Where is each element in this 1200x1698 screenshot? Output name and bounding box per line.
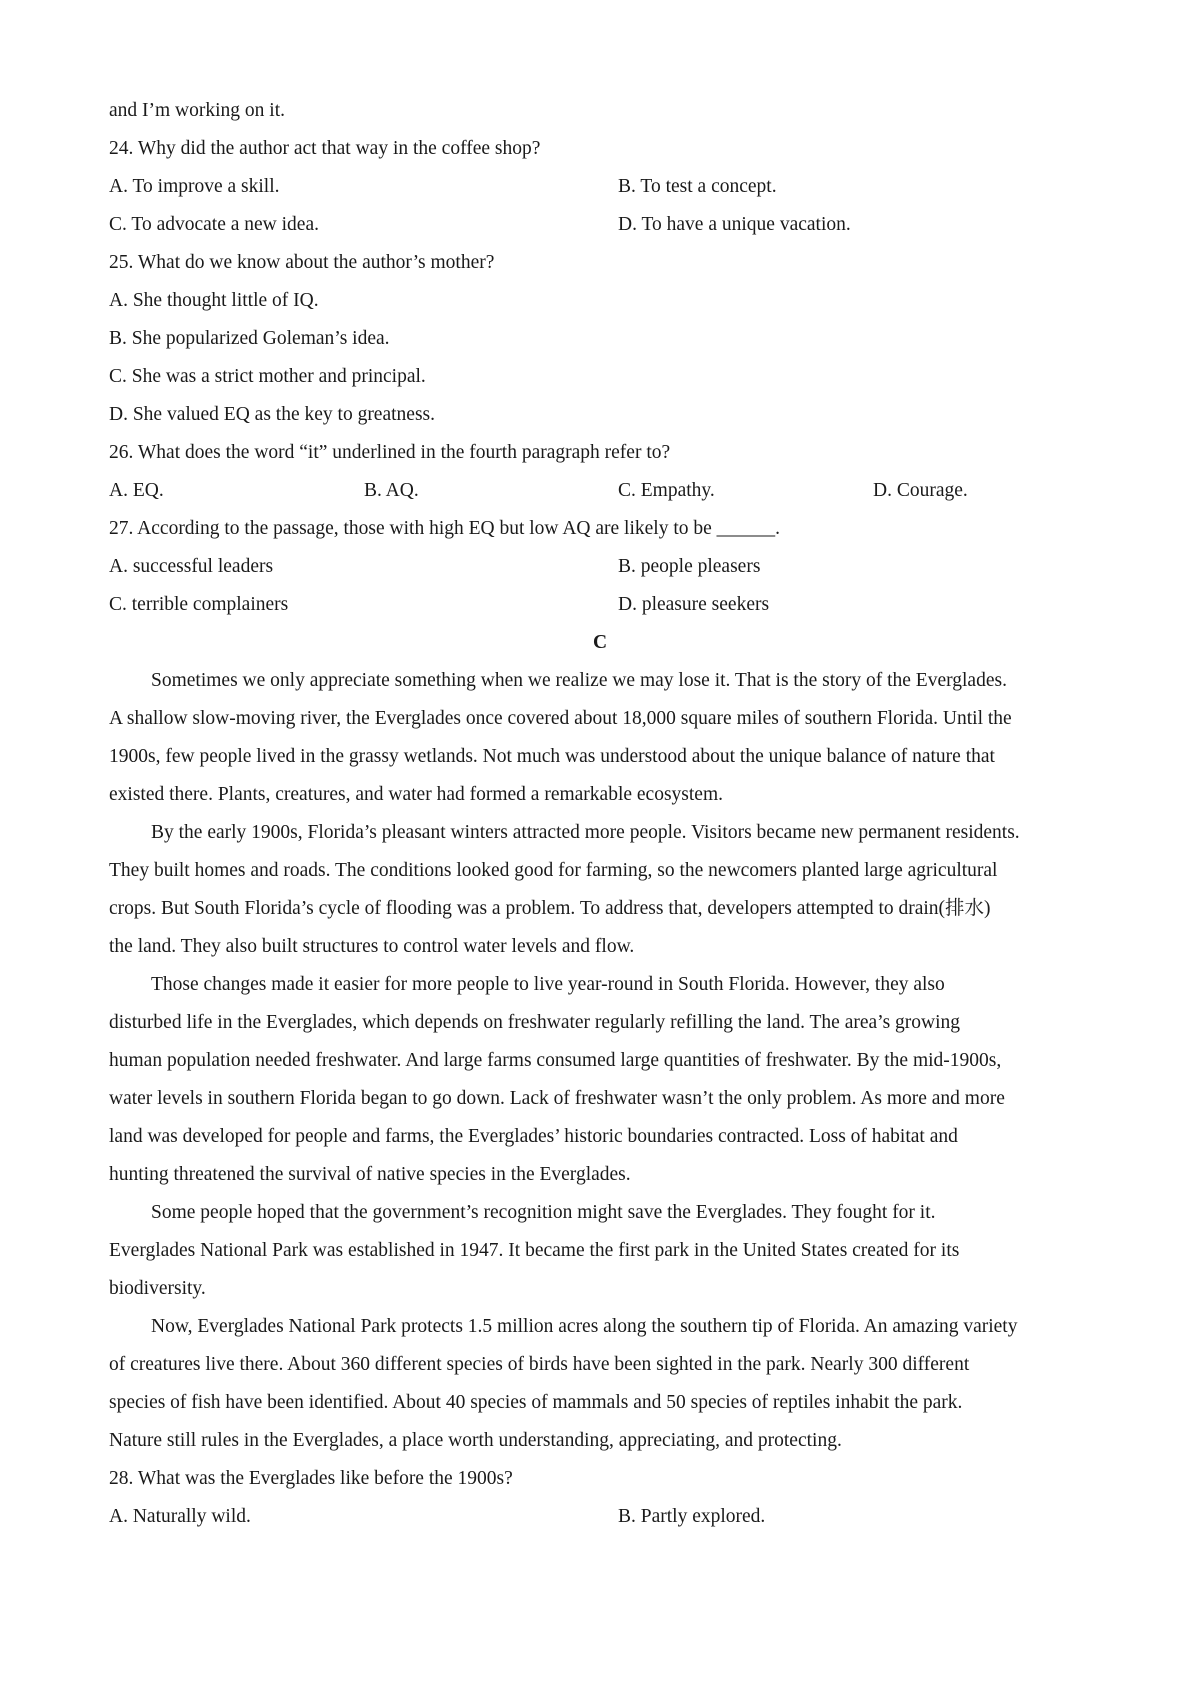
- passage-line: 1900s, few people lived in the grassy wetlands. Not much was understood about the unique balance of nature that: [109, 746, 995, 767]
- q24-option-b: B. To test a concept.: [618, 176, 777, 197]
- passage-line: biodiversity.: [109, 1278, 206, 1299]
- passage-line: human population needed freshwater. And large farms consumed large quantities of freshwater. By the mid-1900s,: [109, 1050, 1002, 1071]
- q26-option-d: D. Courage.: [873, 480, 968, 501]
- question-28-stem: 28. What was the Everglades like before the 1900s?: [109, 1468, 513, 1489]
- passage-line: land was developed for people and farms, the Everglades’ historic boundaries contracted. Loss of habitat and: [109, 1126, 958, 1147]
- passage-line: Some people hoped that the government’s recognition might save the Everglades. They fought for it.: [151, 1202, 936, 1223]
- passage-line: of creatures live there. About 360 different species of birds have been sighted in the park. Nearly 300 different: [109, 1354, 970, 1375]
- passage-line: crops. But South Florida’s cycle of flooding was a problem. To address that, developers attempted to drain(排水): [109, 898, 991, 919]
- question-26-stem: 26. What does the word “it” underlined in the fourth paragraph refer to?: [109, 442, 671, 463]
- q24-option-d: D. To have a unique vacation.: [618, 214, 851, 235]
- q27-option-d: D. pleasure seekers: [618, 594, 770, 615]
- q28-option-a: A. Naturally wild.: [109, 1506, 251, 1527]
- q28-option-b: B. Partly explored.: [618, 1506, 766, 1527]
- q27-option-a: A. successful leaders: [109, 556, 274, 577]
- question-25-stem: 25. What do we know about the author’s mother?: [109, 252, 495, 273]
- q26-option-b: B. AQ.: [364, 480, 419, 501]
- q24-option-c: C. To advocate a new idea.: [109, 214, 319, 235]
- passage-line: Now, Everglades National Park protects 1.5 million acres along the southern tip of Florida. An amazing variety: [151, 1316, 1018, 1337]
- passage-line: Sometimes we only appreciate something when we realize we may lose it. That is the story of the Everglades.: [151, 670, 1007, 691]
- q25-option-d: D. She valued EQ as the key to greatness.: [109, 404, 435, 425]
- passage-line: species of fish have been identified. About 40 species of mammals and 50 species of reptiles inhabit the park.: [109, 1392, 963, 1413]
- passage-line: disturbed life in the Everglades, which depends on freshwater regularly refilling the land. The area’s growing: [109, 1012, 961, 1033]
- passage-line: Nature still rules in the Everglades, a place worth understanding, appreciating, and protecting.: [109, 1430, 842, 1451]
- q27-option-c: C. terrible complainers: [109, 594, 289, 615]
- passage-line: Those changes made it easier for more people to live year-round in South Florida. However, they also: [151, 974, 945, 995]
- q24-option-a: A. To improve a skill.: [109, 176, 280, 197]
- passage-line: Everglades National Park was established in 1947. It became the first park in the United States created for its: [109, 1240, 960, 1261]
- question-27-stem: 27. According to the passage, those with high EQ but low AQ are likely to be ______.: [109, 518, 781, 539]
- section-heading: C: [592, 632, 608, 653]
- passage-line: hunting threatened the survival of native species in the Everglades.: [109, 1164, 631, 1185]
- q25-option-b: B. She popularized Goleman’s idea.: [109, 328, 390, 349]
- continuation-line: and I’m working on it.: [109, 100, 286, 121]
- q25-option-a: A. She thought little of IQ.: [109, 290, 319, 311]
- passage-line: existed there. Plants, creatures, and water had formed a remarkable ecosystem.: [109, 784, 723, 805]
- passage-line: the land. They also built structures to control water levels and flow.: [109, 936, 635, 957]
- q26-option-c: C. Empathy.: [618, 480, 715, 501]
- q25-option-c: C. She was a strict mother and principal.: [109, 366, 426, 387]
- passage-line: They built homes and roads. The conditions looked good for farming, so the newcomers planted large agricultural: [109, 860, 998, 881]
- question-24-stem: 24. Why did the author act that way in the coffee shop?: [109, 138, 541, 159]
- passage-line: water levels in southern Florida began to go down. Lack of freshwater wasn’t the only problem. As more and more: [109, 1088, 1005, 1109]
- q27-option-b: B. people pleasers: [618, 556, 761, 577]
- passage-line: By the early 1900s, Florida’s pleasant winters attracted more people. Visitors became new permanent residents.: [151, 822, 1020, 843]
- passage-line: A shallow slow-moving river, the Everglades once covered about 18,000 square miles of southern Florida. Until the: [109, 708, 1012, 729]
- q26-option-a: A. EQ.: [109, 480, 164, 501]
